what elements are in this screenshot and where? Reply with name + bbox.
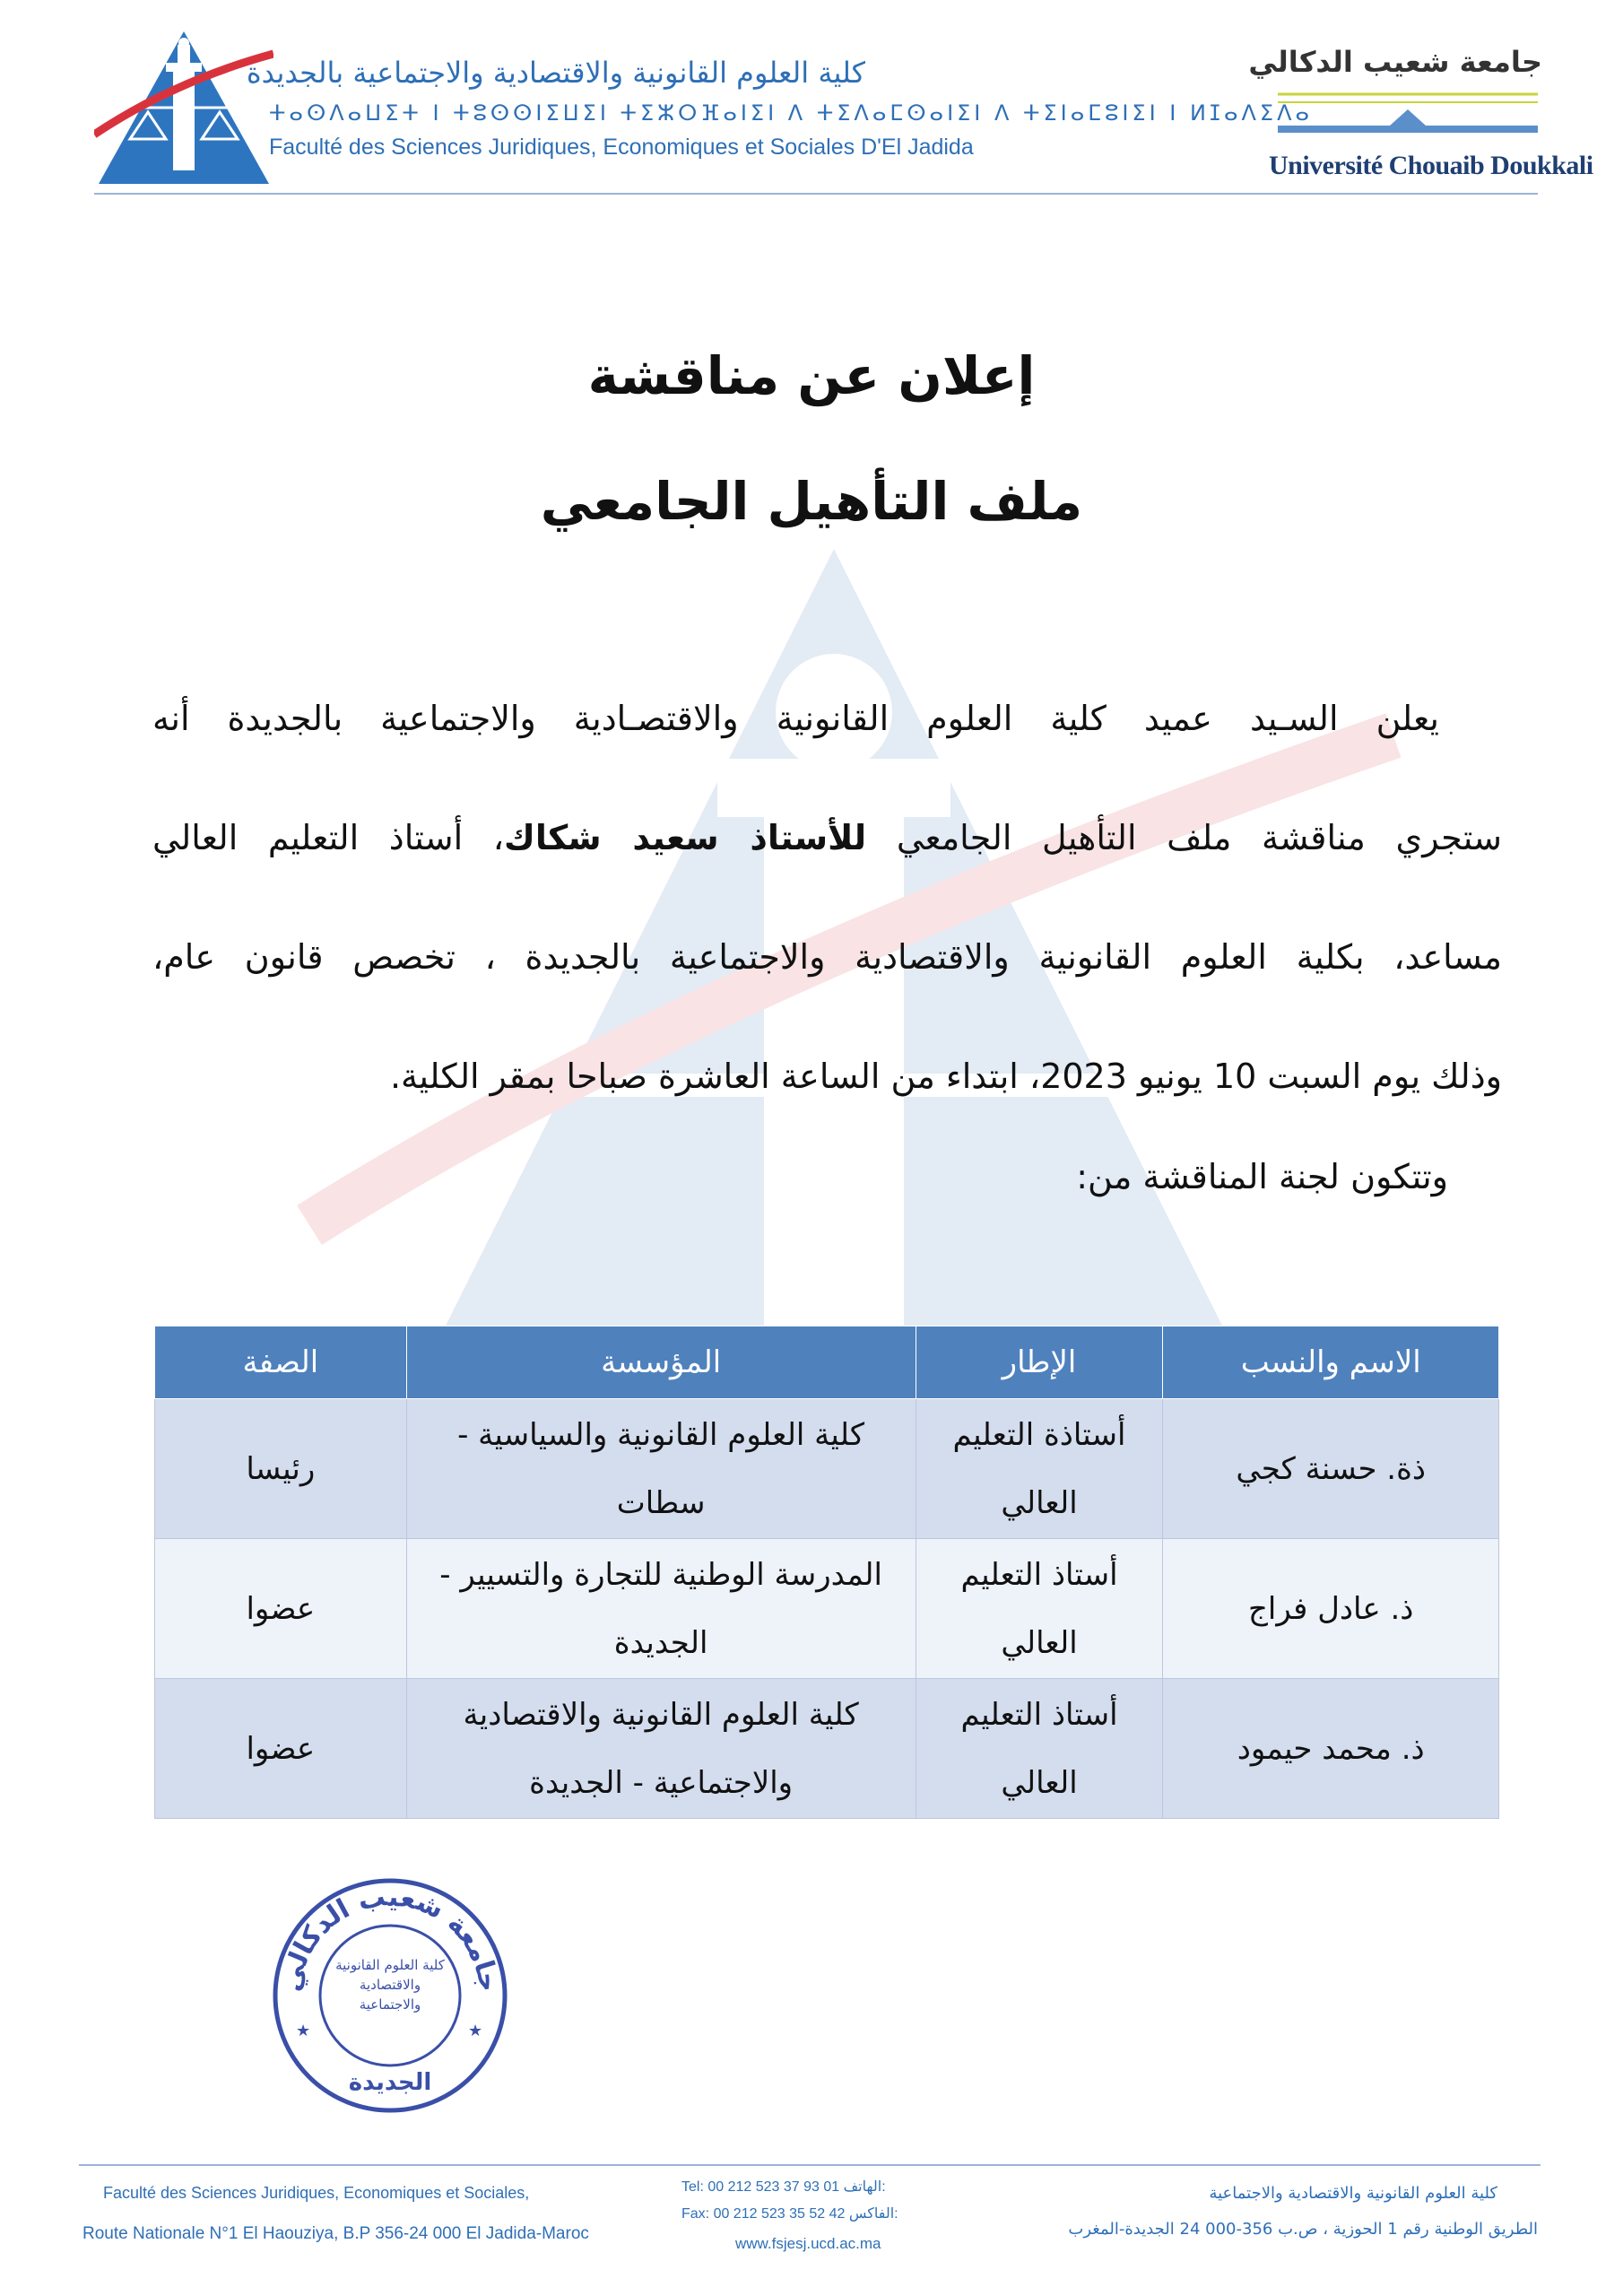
member-name: ذ. عادل فراج — [1163, 1539, 1499, 1679]
header-institution: المؤسسة — [406, 1326, 916, 1399]
footer-address-fr: Route Nationale N°1 El Haouziya, B.P 356-24 000 El Jadida-Maroc — [82, 2224, 589, 2243]
member-role: عضوا — [155, 1679, 407, 1819]
table-header-row — [155, 1326, 1499, 1399]
member-frame: أستاذة التعليم العالي — [916, 1399, 1163, 1539]
body-line-2 — [152, 778, 1502, 898]
stamp-inner-text: كلية العلوم القانونية والاقتصادية والاجتماعية — [335, 1957, 445, 2013]
body-line-2-start: ستجري مناقشة ملف التأهيل الجامعي — [866, 818, 1502, 857]
header-role: الصفة — [155, 1326, 407, 1399]
announcement-title: إعلان عن مناقشة — [587, 345, 1036, 406]
footer-fax-ar: الفاكس: — [848, 2206, 898, 2222]
university-name-french: Université Chouaib Doukkali — [1269, 151, 1593, 180]
member-frame: أستاذ التعليم العالي — [916, 1679, 1163, 1819]
table-row — [155, 1539, 1499, 1679]
university-logo-mark — [1278, 90, 1538, 135]
member-name: ذة. حسنة كجي — [1163, 1399, 1499, 1539]
footer-divider — [79, 2164, 1541, 2166]
announcement-body — [152, 659, 1502, 1136]
faculty-logo — [94, 27, 273, 188]
header-frame: الإطار — [916, 1326, 1163, 1399]
footer-tel: Tel: 00 212 523 37 93 01 — [681, 2179, 840, 2195]
body-line-4: وذلك يوم السبت 10 يونيو 2023، ابتداء من الساعة العاشرة صباحا بمقر الكلية. — [389, 1057, 1502, 1096]
footer-fax — [681, 2205, 933, 2222]
body-line-2-end: ، أستاذ التعليم العالي — [152, 818, 505, 857]
footer-fax-number: Fax: 00 212 523 35 52 42 — [681, 2206, 846, 2222]
header-name: الاسم والنسب — [1163, 1326, 1499, 1399]
committee-intro: وتتكون لجنة المناقشة من: — [1076, 1157, 1448, 1196]
table-row — [155, 1679, 1499, 1819]
body-line-1: يعلن السـيد عميد كلية العلوم القانونية والاقتصـادية والاجتماعية بالجديدة أنه — [152, 699, 1439, 738]
university-name-arabic: جامعة شعيب الدكالي — [1248, 45, 1542, 79]
footer-faculty-name: Faculté des Sciences Juridiques, Economiques et Sociales, — [103, 2184, 530, 2202]
faculty-name-french: Faculté des Sciences Juridiques, Economiques et Sociales D'El Jadida — [269, 135, 974, 160]
member-role: رئيسا — [155, 1399, 407, 1539]
member-role: عضوا — [155, 1539, 407, 1679]
footer-faculty-name-ar: كلية العلوم القانونية والاقتصادية والاجتماعية — [1209, 2184, 1497, 2203]
announcement-subtitle: ملف التأهيل الجامعي — [540, 471, 1083, 532]
member-frame: أستاذ التعليم العالي — [916, 1539, 1163, 1679]
footer-website[interactable]: www.fsjesj.ucd.ac.ma — [735, 2235, 881, 2252]
member-institution: كلية العلوم القانونية والسياسية - سطات — [406, 1399, 916, 1539]
committee-table — [154, 1326, 1499, 1819]
faculty-name-tifinagh: ⵜⴰⵙⴷⴰⵡⵉⵜ ⵏ ⵜⵓⵙⵙⵏⵉⵡⵉⵏ ⵜⵉⵣⵔⴼⴰⵏⵉⵏ ⴷ ⵜⵉⴷⴰⵎⵙⴰⵏⵉⵏ ⴷ ⵜⵉⵏⴰⵎⵓⵏⵉⵏ ⵏ ⵍⵊⴰⴷⵉⴷⴰ — [269, 100, 1314, 126]
stamp-outer-text: جامعة شعيب الدكالي — [275, 1881, 505, 1995]
footer-address-ar: الطريق الوطنية رقم 1 الحوزية ، ص.ب 356-000 24 الجديدة-المغرب — [1068, 2220, 1538, 2239]
member-name: ذ. محمد حيمود — [1163, 1679, 1499, 1819]
footer-phone — [681, 2178, 933, 2196]
footer-tel-ar: الهاتف: — [843, 2179, 886, 2195]
header-divider — [94, 193, 1538, 195]
stamp-star-icon: ★ — [296, 2022, 311, 2040]
body-line-3: مساعد، بكلية العلوم القانونية والاقتصادية والاجتماعية بالجديدة ، تخصص قانون عام، — [152, 937, 1502, 977]
candidate-name: للأستاذ سعيد شكاك — [504, 818, 867, 857]
official-stamp — [269, 1874, 511, 2117]
member-institution: المدرسة الوطنية للتجارة والتسيير - الجديدة — [406, 1539, 916, 1679]
member-institution: كلية العلوم القانونية والاقتصادية والاجتماعية - الجديدة — [406, 1679, 916, 1819]
stamp-star-icon: ★ — [468, 2022, 483, 2040]
faculty-name-arabic: كلية العلوم القانونية والاقتصادية والاجتماعية بالجديدة — [246, 56, 865, 90]
table-row — [155, 1399, 1499, 1539]
stamp-bottom-text: الجديدة — [348, 2069, 432, 2096]
